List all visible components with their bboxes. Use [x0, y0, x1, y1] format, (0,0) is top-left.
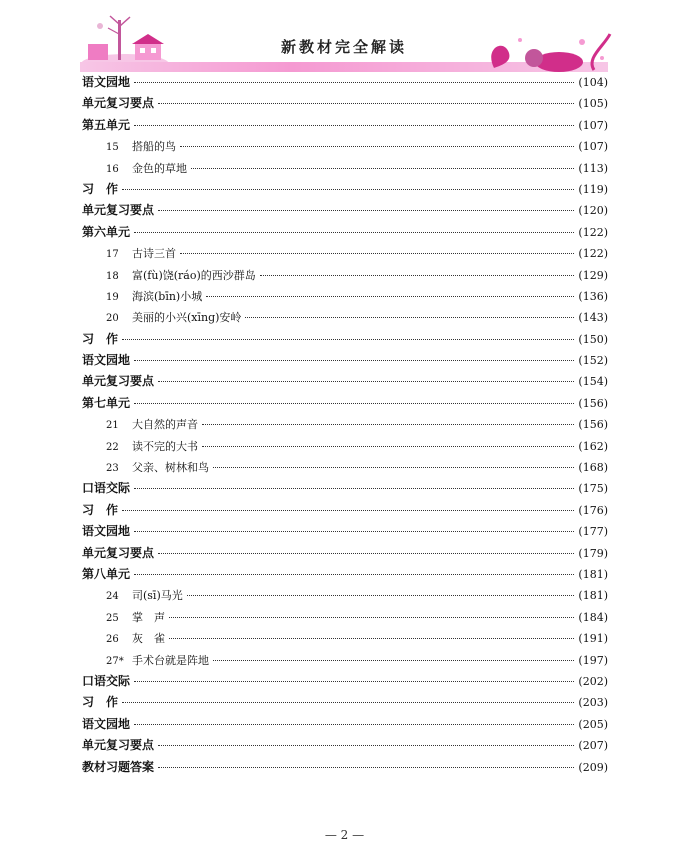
- toc-section-row[interactable]: [82, 115, 608, 136]
- toc-title: 美丽的小兴(xīng)安岭: [132, 311, 242, 325]
- toc-title: 语文园地: [82, 716, 131, 731]
- lesson-number: 25: [106, 612, 119, 624]
- toc-lesson-row[interactable]: [82, 650, 608, 671]
- toc-lesson-row[interactable]: [82, 307, 608, 328]
- toc-section-row[interactable]: [82, 521, 608, 542]
- toc-title: 第六单元: [82, 224, 131, 239]
- dot-leader: [122, 188, 574, 190]
- toc-title: 习 作: [82, 502, 119, 517]
- toc-page-number: (107): [578, 140, 608, 154]
- dot-leader: [180, 145, 574, 147]
- dot-leader: [134, 231, 574, 233]
- toc-section-row[interactable]: [82, 500, 608, 521]
- toc-section-row[interactable]: [82, 564, 608, 585]
- toc-section-row[interactable]: [82, 543, 608, 564]
- toc-title: 灰 雀: [132, 632, 165, 646]
- toc-page-number: (150): [578, 332, 608, 346]
- header-title: 新教材完全解读: [280, 38, 407, 56]
- toc-section-row[interactable]: [82, 222, 608, 243]
- toc-title: 口语交际: [82, 673, 131, 688]
- toc-title: 司(sī)马光: [132, 589, 183, 603]
- lesson-number: 19: [106, 291, 119, 303]
- toc-title: 习 作: [82, 331, 119, 346]
- toc-title: 语文园地: [82, 353, 131, 368]
- toc-section-row[interactable]: [82, 371, 608, 392]
- toc-title: 第八单元: [82, 566, 131, 581]
- toc-lesson-row[interactable]: [82, 243, 608, 264]
- toc-page-number: (152): [578, 354, 608, 368]
- toc-page-number: (184): [578, 610, 608, 624]
- toc-page-number: (107): [578, 118, 608, 132]
- toc-lesson-row[interactable]: [82, 585, 608, 606]
- dot-leader: [260, 274, 575, 276]
- dot-leader: [191, 167, 574, 169]
- toc-page-number: (104): [578, 76, 608, 89]
- toc-section-row[interactable]: [82, 200, 608, 221]
- lesson-number: 26: [106, 634, 119, 646]
- toc-title: 单元复习要点: [82, 96, 155, 111]
- toc-section-row[interactable]: [82, 671, 608, 692]
- lesson-number: 18: [106, 270, 119, 282]
- toc-section-row[interactable]: [82, 735, 608, 756]
- toc-section-row[interactable]: [82, 93, 608, 114]
- toc-page-number: (202): [578, 674, 608, 688]
- dot-leader: [134, 124, 574, 126]
- toc-lesson-row[interactable]: [82, 136, 608, 157]
- dot-leader: [202, 445, 574, 447]
- toc-title: 富(fù)饶(ráo)的西沙群岛: [132, 268, 256, 282]
- toc-page-number: (122): [578, 247, 608, 261]
- toc-page-number: (209): [578, 760, 608, 774]
- lesson-number: 24: [106, 591, 119, 603]
- toc-page-number: (191): [578, 632, 608, 646]
- toc-page-number: (156): [578, 418, 608, 432]
- dot-leader: [158, 102, 574, 104]
- toc-title: 掌 声: [132, 610, 165, 624]
- toc-page-number: (197): [578, 653, 608, 667]
- dot-leader: [245, 316, 574, 318]
- dot-leader: [206, 295, 574, 297]
- toc-title: 古诗三首: [132, 247, 176, 261]
- dot-leader: [122, 701, 574, 703]
- toc-page-number: (177): [578, 525, 608, 539]
- toc-page-number: (168): [578, 461, 608, 475]
- toc-title: 搭船的鸟: [132, 140, 176, 154]
- toc-lesson-row[interactable]: [82, 158, 608, 179]
- swirl-decoration-icon: [464, 28, 614, 74]
- page-header: [80, 14, 608, 74]
- dot-leader: [202, 423, 574, 425]
- dot-leader: [134, 530, 574, 532]
- toc-page-number: (205): [578, 717, 608, 731]
- toc-title: 单元复习要点: [82, 545, 155, 560]
- toc-page-number: (143): [578, 311, 608, 325]
- page-number: — 2 —: [324, 828, 365, 842]
- toc-page-number: (119): [578, 182, 608, 196]
- dot-leader: [134, 723, 574, 725]
- dot-leader: [158, 766, 574, 768]
- toc-title: 手术台就是阵地: [132, 653, 209, 667]
- toc-page-number: (120): [578, 204, 608, 218]
- lesson-number: 16: [106, 163, 119, 175]
- dot-leader: [213, 466, 574, 468]
- toc-lesson-row[interactable]: [82, 414, 608, 435]
- toc-page-number: (207): [578, 739, 608, 753]
- toc-title: 单元复习要点: [82, 374, 155, 389]
- lesson-number: 17: [106, 249, 119, 261]
- toc-title: 语文园地: [82, 75, 131, 89]
- lesson-number: 23: [106, 463, 119, 475]
- toc-title: 海滨(bīn)小城: [132, 289, 203, 303]
- toc-title: 单元复习要点: [82, 203, 155, 218]
- toc-page-number: (105): [578, 97, 608, 111]
- dot-leader: [134, 487, 574, 489]
- dot-leader: [158, 209, 574, 211]
- toc-page-number: (162): [578, 439, 608, 453]
- dot-leader: [187, 594, 575, 596]
- dot-leader: [180, 252, 574, 254]
- toc-title: 金色的草地: [132, 161, 187, 175]
- toc-title: 单元复习要点: [82, 738, 155, 753]
- toc-lesson-row[interactable]: [82, 286, 608, 307]
- toc-page-number: (154): [578, 375, 608, 389]
- table-of-contents: [82, 72, 608, 778]
- dot-leader: [158, 380, 574, 382]
- toc-title: 大自然的声音: [132, 418, 198, 432]
- toc-section-row[interactable]: [82, 714, 608, 735]
- toc-title: 第七单元: [82, 395, 131, 410]
- lesson-number: 22: [106, 441, 119, 453]
- dot-leader: [134, 402, 574, 404]
- dot-leader: [158, 552, 574, 554]
- toc-page-number: (181): [578, 589, 608, 603]
- dot-leader: [134, 680, 574, 682]
- toc-page-number: (176): [578, 503, 608, 517]
- toc-section-row[interactable]: [82, 179, 608, 200]
- dot-leader: [134, 81, 574, 83]
- toc-title: 父亲、树林和鸟: [132, 461, 209, 475]
- toc-page-number: (129): [578, 268, 608, 282]
- toc-lesson-row[interactable]: [82, 457, 608, 478]
- toc-page-number: (113): [578, 161, 608, 175]
- toc-page-number: (203): [578, 696, 608, 710]
- toc-lesson-row[interactable]: [82, 436, 608, 457]
- toc-page-number: (122): [578, 225, 608, 239]
- toc-title: 教材习题答案: [82, 759, 155, 774]
- toc-page-number: (179): [578, 546, 608, 560]
- dot-leader: [169, 616, 574, 618]
- toc-title: 语文园地: [82, 524, 131, 539]
- lesson-number: 15: [106, 142, 119, 154]
- dot-leader: [158, 744, 574, 746]
- lesson-number: 27*: [106, 655, 124, 667]
- toc-lesson-row[interactable]: [82, 607, 608, 628]
- dot-leader: [122, 509, 574, 511]
- toc-title: 读不完的大书: [132, 439, 198, 453]
- toc-page-number: (156): [578, 396, 608, 410]
- toc-lesson-row[interactable]: [82, 265, 608, 286]
- toc-section-row[interactable]: [82, 692, 608, 713]
- toc-section-row[interactable]: [82, 478, 608, 499]
- toc-page-number: (136): [578, 289, 608, 303]
- dot-leader: [213, 659, 574, 661]
- lesson-number: 20: [106, 313, 119, 325]
- toc-section-row[interactable]: [82, 329, 608, 350]
- toc-page-number: (181): [578, 567, 608, 581]
- lesson-number: 21: [106, 420, 119, 432]
- toc-page-number: (175): [578, 482, 608, 496]
- toc-lesson-row[interactable]: [82, 628, 608, 649]
- toc-title: 口语交际: [82, 481, 131, 496]
- toc-section-row[interactable]: [82, 393, 608, 414]
- toc-title: 第五单元: [82, 117, 131, 132]
- toc-section-row[interactable]: [82, 350, 608, 371]
- toc-title: 习 作: [82, 695, 119, 710]
- dot-leader: [169, 637, 574, 639]
- dot-leader: [134, 359, 574, 361]
- toc-section-row[interactable]: [82, 72, 608, 93]
- dot-leader: [134, 573, 574, 575]
- dot-leader: [122, 338, 574, 340]
- toc-section-row[interactable]: [82, 757, 608, 778]
- toc-title: 习 作: [82, 181, 119, 196]
